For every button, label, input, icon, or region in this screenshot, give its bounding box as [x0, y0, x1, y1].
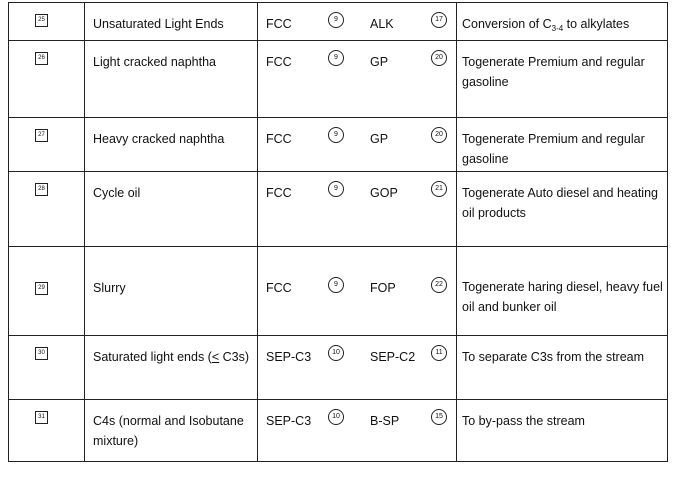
- to-unit: ALK: [370, 17, 394, 31]
- stream-name: C4s (normal and Isobutane mixture): [93, 414, 244, 448]
- stream-number-box: 26: [35, 52, 48, 65]
- from-unit-number: 10: [328, 409, 344, 425]
- table-row: [9, 3, 668, 41]
- from-unit-number: 10: [328, 345, 344, 361]
- table-row: [9, 172, 668, 247]
- to-unit: FOP: [370, 281, 396, 295]
- stream-number-box: 27: [35, 129, 48, 142]
- stream-number-box: 25: [35, 14, 48, 27]
- stream-name: Light cracked naphtha: [93, 55, 217, 69]
- units-cell: [258, 172, 457, 247]
- stream-number-cell: [9, 41, 85, 118]
- purpose-text: Togenerate Auto diesel and heating oil products: [462, 186, 658, 220]
- from-unit: FCC: [266, 17, 292, 31]
- from-unit-number: 9: [328, 12, 344, 28]
- stream-number-box: 28: [35, 183, 48, 196]
- from-unit: SEP-C3: [266, 350, 312, 364]
- purpose-cell: [457, 336, 668, 400]
- from-unit: FCC: [266, 132, 292, 146]
- stream-name: Unsaturated Light Ends: [93, 17, 224, 31]
- to-unit: B-SP: [370, 414, 400, 428]
- purpose-text: Togenerate Premium and regular gasoline: [462, 55, 645, 89]
- from-unit: FCC: [266, 281, 292, 295]
- stream-name-cell: [85, 3, 258, 41]
- to-unit: GOP: [370, 186, 398, 200]
- units-cell: [258, 336, 457, 400]
- purpose-cell: [457, 3, 668, 41]
- stream-number-cell: [9, 247, 85, 336]
- stream-name-cell: [85, 336, 258, 400]
- purpose-text: Togenerate haring diesel, heavy fuel oil and bunker oil: [462, 280, 663, 314]
- to-unit: GP: [370, 55, 389, 69]
- stream-number-box: 29: [35, 282, 48, 295]
- purpose-cell: [457, 247, 668, 336]
- units-cell: [258, 3, 457, 41]
- to-unit: GP: [370, 132, 389, 146]
- stream-name-cell: [85, 400, 258, 462]
- stream-number-box: 31: [35, 411, 48, 424]
- stream-number-cell: [9, 400, 85, 462]
- purpose-cell: [457, 118, 668, 172]
- stream-name-cell: [85, 247, 258, 336]
- stream-name: Saturated light ends (< C3s): [93, 350, 250, 364]
- to-unit-number: 22: [431, 277, 447, 293]
- table-row: [9, 400, 668, 462]
- stream-name: Cycle oil: [93, 186, 141, 200]
- purpose-text: Togenerate Premium and regular gasoline: [462, 132, 645, 166]
- stream-name-cell: [85, 41, 258, 118]
- to-unit-number: 15: [431, 409, 447, 425]
- purpose-cell: [457, 400, 668, 462]
- stream-number-box: 30: [35, 347, 48, 360]
- table-row: [9, 41, 668, 118]
- purpose-cell: [457, 172, 668, 247]
- from-unit: FCC: [266, 186, 292, 200]
- purpose-text: To separate C3s from the stream: [462, 350, 645, 364]
- from-unit: FCC: [266, 55, 292, 69]
- to-unit-number: 20: [431, 127, 447, 143]
- purpose-cell: [457, 41, 668, 118]
- stream-number-cell: [9, 118, 85, 172]
- stream-number-cell: [9, 336, 85, 400]
- from-unit-number: 9: [328, 50, 344, 66]
- units-cell: [258, 41, 457, 118]
- stream-table: [8, 2, 668, 462]
- to-unit-number: 21: [431, 181, 447, 197]
- purpose-text: To by-pass the stream: [462, 414, 585, 428]
- stream-name-cell: [85, 172, 258, 247]
- table-row: [9, 336, 668, 400]
- table-row: [9, 118, 668, 172]
- to-unit: SEP-C2: [370, 350, 416, 364]
- stream-name-cell: [85, 118, 258, 172]
- to-unit-number: 11: [431, 345, 447, 361]
- units-cell: [258, 400, 457, 462]
- from-unit-number: 9: [328, 181, 344, 197]
- table-row: [9, 247, 668, 336]
- from-unit-number: 9: [328, 277, 344, 293]
- stream-number-cell: [9, 3, 85, 41]
- units-cell: [258, 118, 457, 172]
- stream-name: Slurry: [93, 281, 126, 295]
- from-unit: SEP-C3: [266, 414, 312, 428]
- stream-name: Heavy cracked naphtha: [93, 132, 225, 146]
- from-unit-number: 9: [328, 127, 344, 143]
- stream-number-cell: [9, 172, 85, 247]
- to-unit-number: 17: [431, 12, 447, 28]
- to-unit-number: 20: [431, 50, 447, 66]
- purpose-text: Conversion of $C_{3-4}$ to alkylates: [462, 17, 630, 33]
- units-cell: [258, 247, 457, 336]
